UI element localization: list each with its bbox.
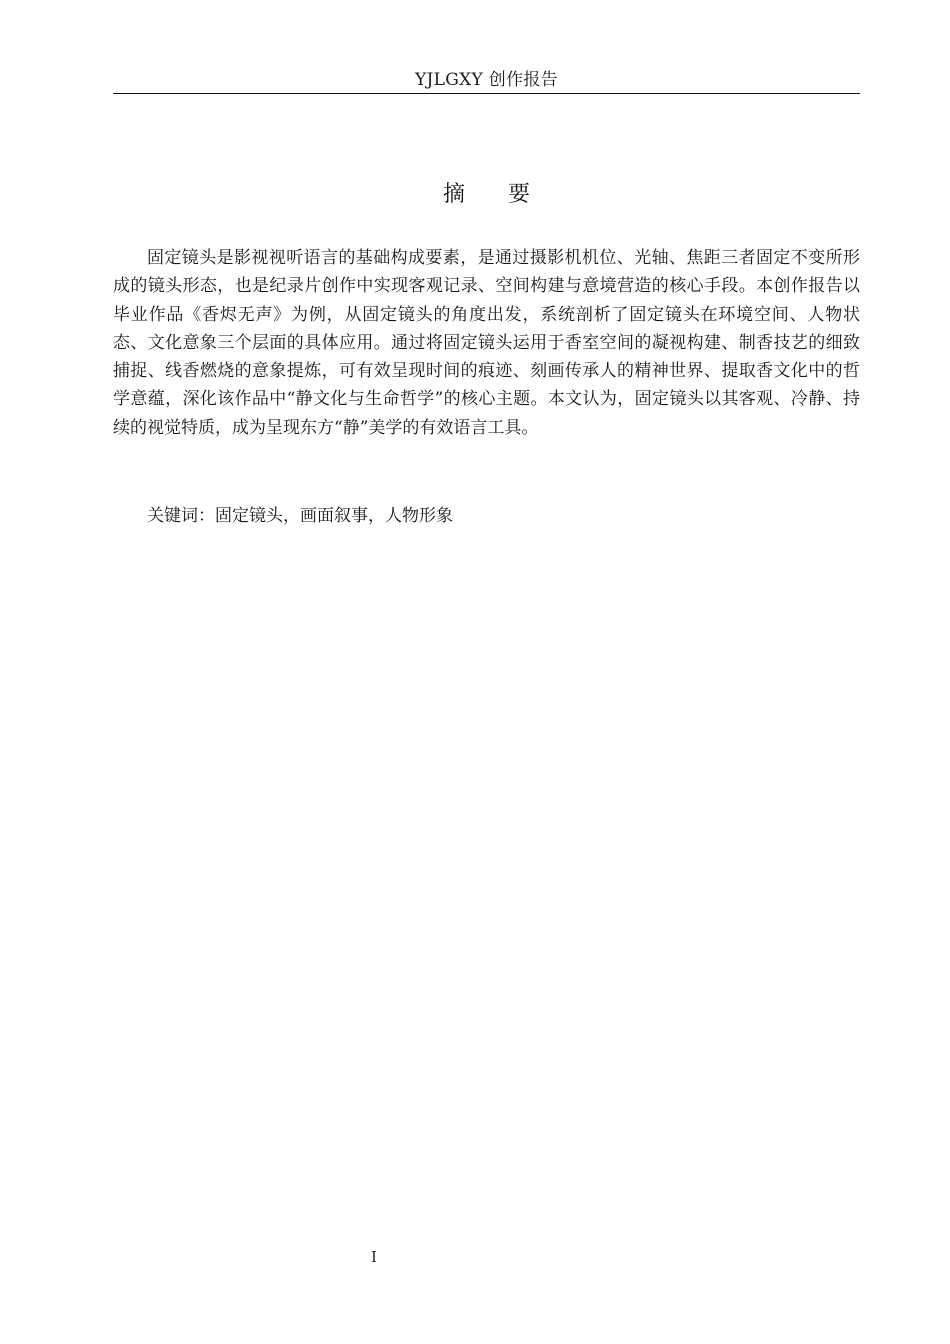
abstract-title: 摘 要 — [443, 182, 548, 207]
running-header: YJLGXY 创作报告 — [415, 70, 558, 90]
keywords-line: 关键词：固定镜头，画面叙事，人物形象 — [147, 506, 453, 526]
header-rule — [113, 93, 860, 94]
abstract-body: 固定镜头是影视视听语言的基础构成要素，是通过摄影机机位、光轴、焦距三者固定不变所形成的镜头形态，也是纪录片创作中实现客观记录、空间构建与意境营造的核心手段。本创作报告以毕业作品《香烬无声》为例，从固定镜头的角度出发，系统剖析了固定镜头在环境空间、人物状态、文化意象三个层面的具体应用。通过将固定镜头运用于香室空间的凝视构建、制香技艺的细致捕捉、线香燃烧的意象提炼，可有效呈现时间的痕迹、刻画传承人的精神世界、提取香文化中的哲学意蕴，深化该作品中“静文化与生命哲学”的核心主题。本文认为，固定镜头以其客观、冷静、持续的视觉特质，成为呈现东方“静”美学的有效语言工具。 — [113, 248, 860, 438]
page-number: I — [371, 1248, 377, 1266]
